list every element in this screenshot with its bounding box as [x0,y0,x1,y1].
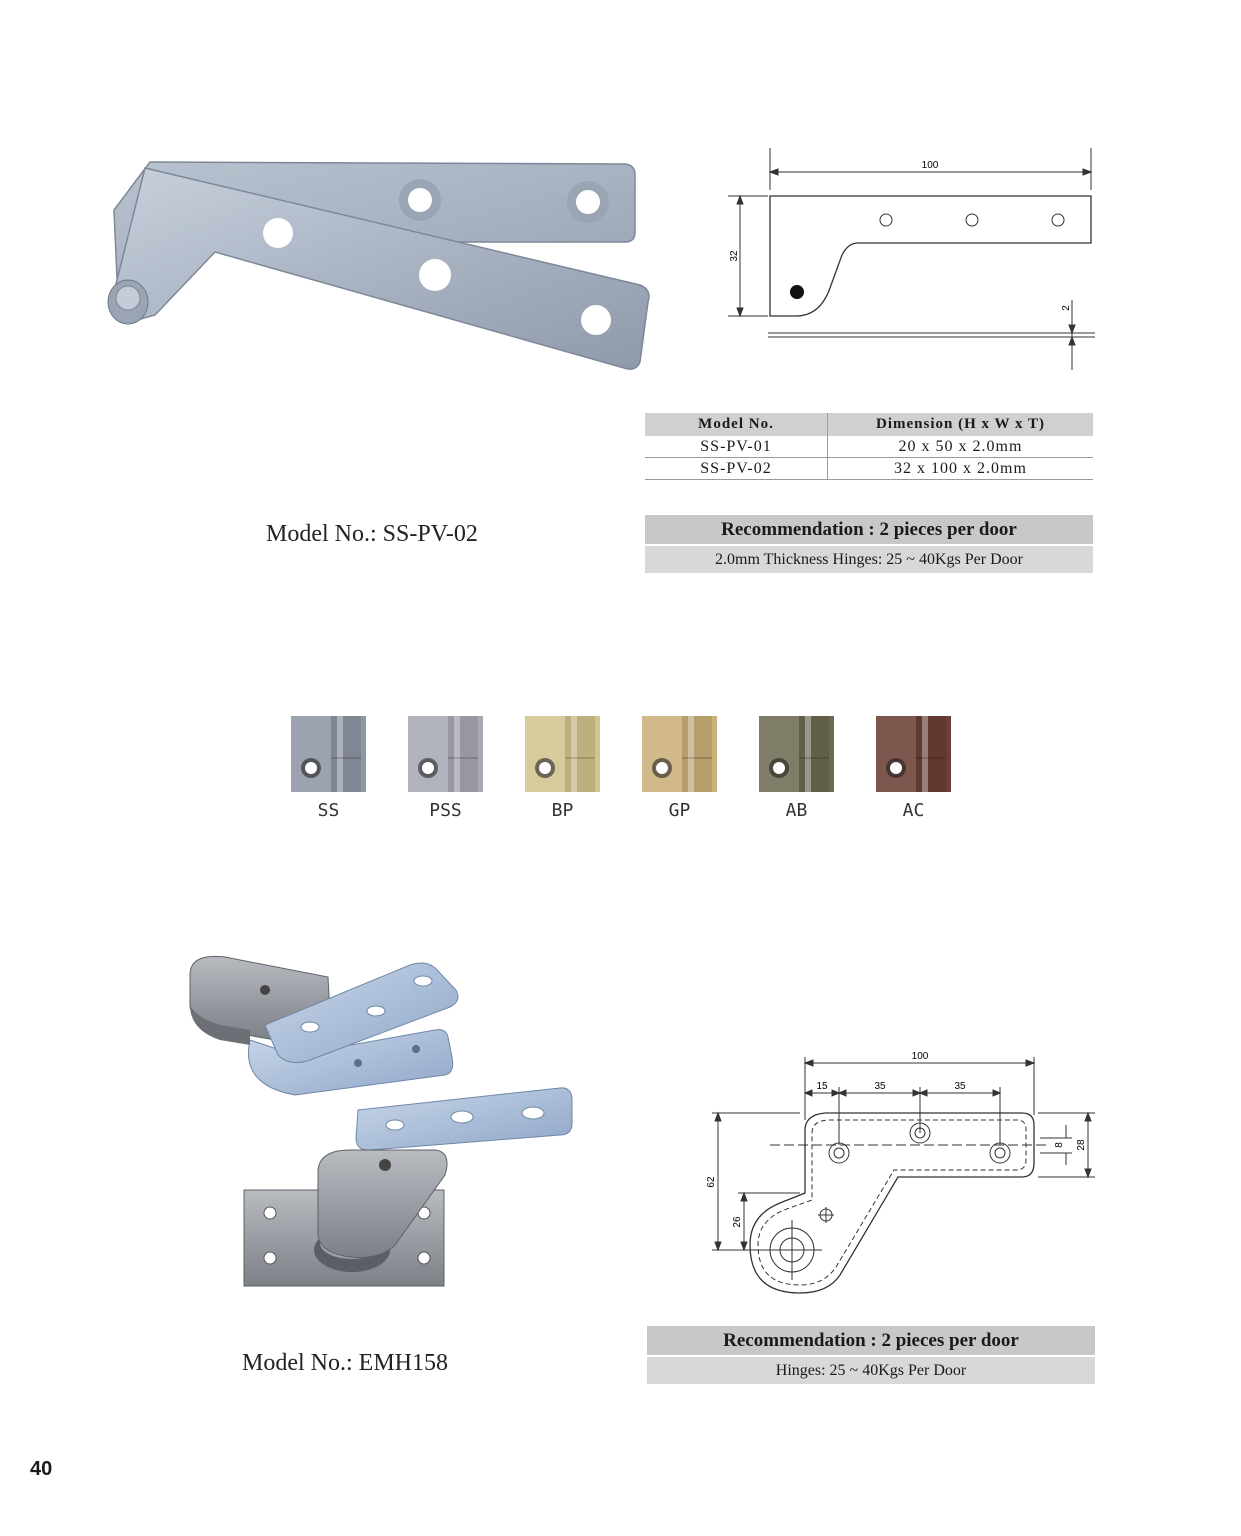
header-model-no: Model No. [645,413,828,436]
cell-dimension: 32 x 100 x 2.0mm [828,458,1094,480]
finish-swatch-ss [291,716,366,792]
recommendation-title: Recommendation : 2 pieces per door [645,515,1093,544]
dim-offset-1: 15 [816,1081,828,1092]
recommendation-box-1 [645,515,1093,573]
dim-total-width: 100 [911,1051,929,1062]
technical-drawing-ss-pv-02 [720,140,1100,375]
table-row [645,436,1093,458]
finish-swatch-ab [759,716,834,792]
finish-swatch-gp [642,716,717,792]
finish-label: SS [317,800,340,821]
finish-label: AB [785,800,808,821]
drawing-width-dim: 100 [921,160,939,171]
hinge-finish-icon [525,716,600,792]
finish-swatch-bp [525,716,600,792]
page-number: 40 [30,1458,53,1480]
finish-label: BP [551,800,574,821]
finish-swatch-pss [408,716,483,792]
drawing-thickness-dim: 2 [1061,305,1072,311]
finish-swatch-ac [876,716,951,792]
dim-spacing-2: 35 [954,1081,966,1092]
recommendation-detail: 2.0mm Thickness Hinges: 25 ~ 40Kgs Per Door [645,546,1093,573]
recommendation-title: Recommendation : 2 pieces per door [647,1326,1095,1355]
hinge-finish-icon [876,716,951,792]
cell-model: SS-PV-02 [645,458,828,480]
hinge-finish-icon [642,716,717,792]
model-label-emh158: Model No.: EMH158 [242,1350,448,1376]
cell-dimension: 20 x 50 x 2.0mm [828,436,1094,458]
technical-drawing-emh158 [700,1045,1100,1305]
header-dimension: Dimension (H x W x T) [828,413,1094,436]
dim-pivot-height: 26 [732,1216,743,1228]
finish-label: GP [668,800,691,821]
dim-plate-height: 28 [1076,1139,1087,1151]
dimension-table [645,413,1093,480]
hinge-finish-icon [291,716,366,792]
dim-total-height: 62 [706,1176,717,1188]
recommendation-box-2 [647,1326,1095,1384]
drawing-height-dim: 32 [729,250,740,262]
hinge-finish-icon [759,716,834,792]
dim-hole-offset: 8 [1054,1142,1065,1148]
pivot-hinge-photo-ss-pv-02 [100,150,660,380]
finish-label: PSS [429,800,462,821]
model-label-ss-pv-02: Model No.: SS-PV-02 [266,521,478,547]
dim-spacing-1: 35 [874,1081,886,1092]
hinge-finish-icon [408,716,483,792]
table-header-row [645,413,1093,436]
table-row [645,458,1093,480]
pivot-hinge-photo-emh158 [180,945,580,1295]
cell-model: SS-PV-01 [645,436,828,458]
finish-label: AC [902,800,925,821]
recommendation-detail: Hinges: 25 ~ 40Kgs Per Door [647,1357,1095,1384]
